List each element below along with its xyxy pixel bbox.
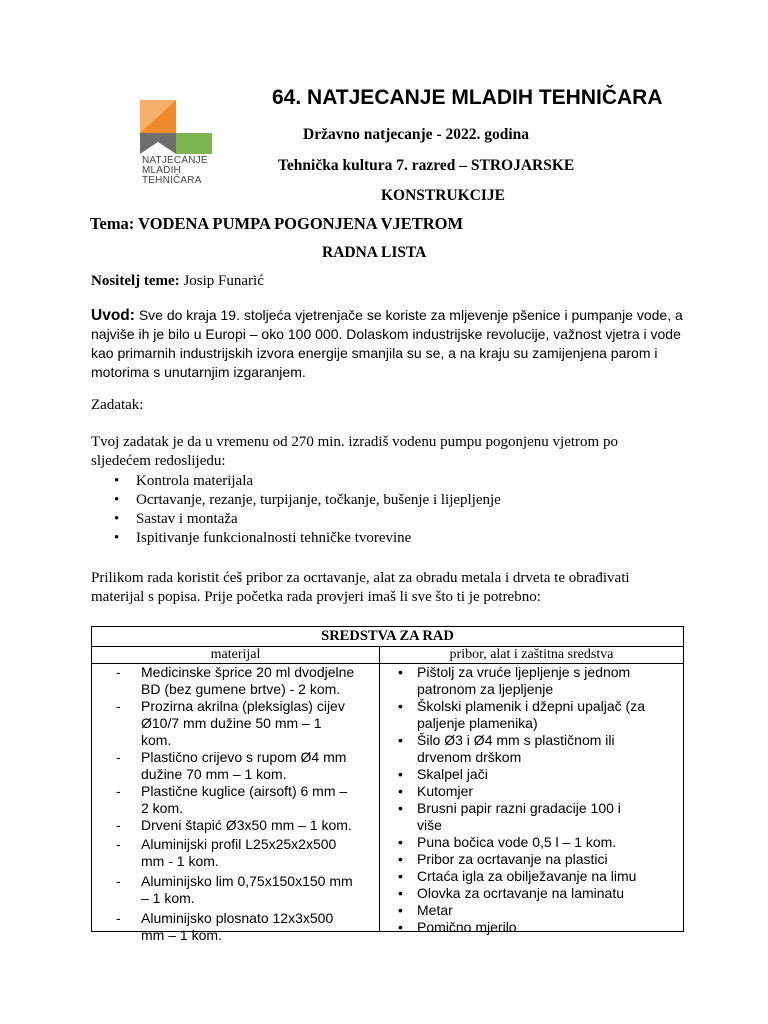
- logo-text-line-3: TEHNIČARA: [142, 175, 202, 186]
- table-title: SREDSTVA ZA RAD: [321, 628, 454, 644]
- column-header-tools: pribor, alat i zaštitna sredstva: [449, 647, 614, 662]
- material-item: - Medicinske šprice 20 ml dvodjelne BD (bez gumene brtve) - 2 kom.: [92, 664, 379, 698]
- intro-line-1: Sve do kraja 19. stoljeća vjetrenjače se koriste za mljevenje pšenice i pumpanje vode, a: [138, 307, 683, 323]
- task-steps-list: [112, 472, 501, 548]
- material-item: - Aluminijsko lim 0,75x150x150 mm – 1 kom.: [92, 873, 379, 907]
- topic-line: [90, 214, 463, 234]
- tool-item: • Kutomjer: [380, 783, 684, 800]
- tool-item: • Skalpel jači: [380, 766, 684, 783]
- tool-item: • Crtaća igla za obilježavanje na limu: [380, 868, 684, 885]
- material-item: - Aluminijski profil L25x25x2x500 mm - 1 kom.: [92, 836, 379, 870]
- task-intro-line-1: Tvoj zadatak je da u vremenu od 270 min. izradiš vodenu pumpu pogonjenu vjetrom po: [91, 434, 618, 450]
- author-line: [91, 273, 264, 290]
- tools-column: [380, 664, 684, 936]
- logo-text-line-2: MLADIH: [142, 165, 181, 176]
- material-item: - Prozirna akrilna (pleksiglas) cijev Ø10/7 mm dužine 50 mm – 1 kom.: [92, 698, 379, 749]
- task-step: • Sastav i montaža: [112, 510, 501, 529]
- tool-item: • Puna bočica vode 0,5 l – 1 kom.: [380, 834, 684, 851]
- tool-item: • Pištolj za vruće ljepljenje s jednom patronom za ljepljenje: [380, 664, 684, 698]
- author-label: Nositelj teme:: [91, 273, 180, 289]
- subtitle: Državno natjecanje - 2022. godina: [303, 126, 530, 143]
- intro-line-2: najviše ih je bilo u Europi – oko 100 000. Dolaskom industrijske revolucije, važnost vjetra i vode: [91, 326, 681, 342]
- task-intro-line-2: sljedećem redoslijedu:: [91, 453, 226, 469]
- intro-paragraph: [91, 306, 683, 382]
- task-label: Zadatak:: [91, 397, 144, 413]
- material-item: - Drveni štapić Ø3x50 mm – 1 kom.: [92, 817, 379, 834]
- tools-intro-line-1: Prilikom rada koristit ćeš pribor za ocrtavanje, alat za obradu metala i drveta te obrađivati: [91, 570, 630, 586]
- material-item: - Plastično crijevo s rupom Ø4 mm dužine 70 mm – 1 kom.: [92, 749, 379, 783]
- sheet-title: RADNA LISTA: [322, 244, 427, 261]
- task-step: • Kontrola materijala: [112, 472, 501, 491]
- resources-table: [91, 626, 684, 943]
- material-item: - Aluminijsko plosnato 12x3x500 mm – 1 kom.: [92, 910, 379, 944]
- tool-item: • Školski plamenik i džepni upaljač (za paljenje plamenika): [380, 698, 684, 732]
- column-header-materials: materijal: [210, 647, 261, 662]
- intro-label: Uvod:: [91, 307, 135, 324]
- material-item: - Plastične kuglice (airsoft) 6 mm – 2 kom.: [92, 783, 379, 817]
- logo-gray-m: [140, 133, 176, 154]
- task-step: • Ocrtavanje, rezanje, turpijanje, točkanje, bušenje i lijepljenje: [112, 491, 501, 510]
- logo-green-block: [176, 133, 212, 154]
- author-name: Josip Funarić: [183, 273, 264, 289]
- topic-value: VODENA PUMPA POGONJENA VJETROM: [138, 214, 464, 233]
- materials-column: [92, 664, 379, 944]
- category-line-1: Tehnička kultura 7. razred – STROJARSKE: [278, 157, 575, 174]
- document-title: 64. NATJECANJE MLADIH TEHNIČARA: [272, 86, 663, 109]
- logo-text-line-1: NATJECANJE: [142, 155, 208, 166]
- tool-item: • Šilo Ø3 i Ø4 mm s plastičnom ili drvenom drškom: [380, 732, 684, 766]
- topic-label: Tema:: [90, 214, 135, 233]
- task-step: • Ispitivanje funkcionalnosti tehničke tvorevine: [112, 529, 501, 548]
- tool-item: • Pribor za ocrtavanje na plastici: [380, 851, 684, 868]
- intro-line-3: kao primarnih industrijskih izvora energije smanjila su se, a na kraju su zamijenjena parom i: [91, 345, 658, 361]
- tools-intro-line-2: materijal s popisa. Prije početka rada provjeri imaš li sve što ti je potrebno:: [91, 589, 541, 605]
- tool-item: • Brusni papir razni gradacije 100 i više: [380, 800, 684, 834]
- tool-item: • Metar: [380, 902, 684, 919]
- tool-item: • Pomično mjerilo: [380, 919, 684, 936]
- category-line-2: KONSTRUKCIJE: [381, 187, 506, 204]
- tool-item: • Olovka za ocrtavanje na laminatu: [380, 885, 684, 902]
- competition-logo: [140, 100, 212, 154]
- intro-line-4: motorima s unutarnjim izgaranjem.: [91, 364, 306, 380]
